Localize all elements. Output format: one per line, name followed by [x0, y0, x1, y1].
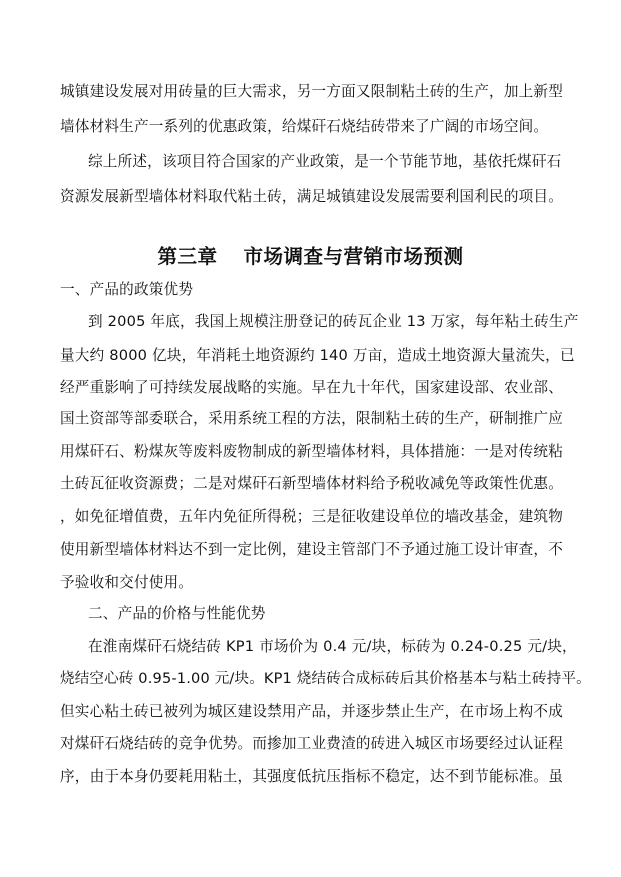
paragraph-line: 综上所述，该项目符合国家的产业政策，是一个节能节地，基依托煤矸石	[88, 153, 562, 170]
paragraph-line: 烧结空心砖 0.95-1.00 元/块。KP1 烧结砖合成标砖后其价格基本与粘土砖持平。	[60, 671, 591, 687]
paragraph-line: 城镇建设发展对用砖量的巨大需求，另一方面又限制粘土砖的生产，加上新型	[60, 83, 563, 100]
paragraph-line: 资源发展新型墙体材料取代粘土砖，满足城镇建设发展需要利国利民的项目。	[60, 188, 563, 205]
paragraph-line: 经严重影响了可持续发展战略的实施。早在九十年代，国家建设部、农业部、	[60, 379, 563, 396]
paragraph-line: 使用新型墙体材料达不到一定比例，建设主管部门不予通过施工设计审查，不	[60, 541, 563, 558]
chapter-title: 市场调查与营销市场预测	[243, 245, 464, 268]
paragraph-line: 到 2005 年底，我国上规模注册登记的砖瓦企业 13 万家，每年粘土砖生产	[88, 313, 579, 330]
section-heading: 一、产品的政策优势	[60, 281, 194, 298]
paragraph-line: 在淮南煤矸石烧结砖 KP1 市场价为 0.4 元/块，标砖为 0.24-0.25 元/块，	[88, 638, 577, 655]
paragraph-line: 序，由于本身仍要耗用粘土，其强度低抗压指标不稳定，达不到节能标准。虽	[60, 768, 563, 785]
paragraph-line: 土砖瓦征收资源费；二是对煤矸石新型墙体材料给予税收减免等政策性优惠。	[60, 475, 563, 492]
paragraph-line: 国土资部等部委联合，采用系统工程的方法，限制粘土砖的生产，研制推广应	[60, 410, 563, 427]
paragraph-line: 但实心粘土砖已被列为城区建设禁用产品，并逐步禁止生产，在市场上构不成	[60, 703, 563, 720]
paragraph-line: 量大约 8000 亿块，年消耗土地资源约 140 万亩，造成土地资源大量流失，已	[60, 347, 575, 364]
paragraph-line: 对煤矸石烧结砖的竞争优势。而掺加工业费渣的砖进入城区市场要经过认证程	[60, 735, 563, 752]
section-heading: 二、产品的价格与性能优势	[88, 605, 266, 622]
paragraph-line: 用煤矸石、粉煤灰等废料废物制成的新型墙体材料，具体措施：一是对传统粘	[60, 443, 563, 460]
paragraph-line: ，如免征增值费，五年内免征所得税；三是征收建设单位的墙改基金，建筑物	[60, 508, 563, 525]
chapter-number: 第三章	[157, 245, 218, 268]
chapter-heading	[0, 243, 621, 271]
paragraph-line: 予验收和交付使用。	[60, 574, 194, 591]
paragraph-line: 墙体材料生产一系列的优惠政策，给煤矸石烧结砖带来了广阔的市场空间。	[60, 118, 549, 135]
